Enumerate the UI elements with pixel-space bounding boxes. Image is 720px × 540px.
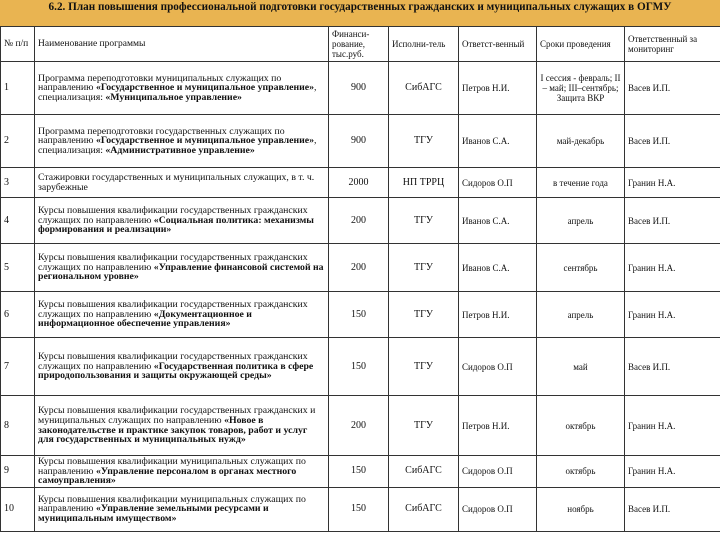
program-direction: «Документационное и информационное обеспечение управления» [38, 308, 252, 330]
table-row [1, 62, 720, 115]
executor-cell: ТГУ [389, 396, 459, 456]
table-header-row [1, 27, 720, 62]
program-name [35, 487, 329, 531]
responsible-cell: Петров Н.И. [459, 62, 537, 115]
monitor-cell: Гранин Н.А. [625, 456, 720, 488]
finance-cell: 150 [329, 292, 389, 338]
header-responsible: Ответст-венный [459, 27, 537, 62]
program-direction: «Социальная политика: механизмы формирования и реализации» [38, 214, 314, 236]
program-intro: Стажировки государственных и муниципальных служащих, в т. ч. зарубежные [38, 171, 315, 193]
finance-cell: 150 [329, 456, 389, 488]
finance-cell: 150 [329, 338, 389, 396]
program-direction: «Новое в законодательстве и практике закупок товаров, работ и услуг для государственных и муниципальных нужд» [38, 414, 308, 446]
finance-cell: 200 [329, 198, 389, 244]
responsible-cell: Сидоров О.П [459, 338, 537, 396]
row-num: 2 [1, 115, 35, 168]
responsible-cell: Сидоров О.П [459, 456, 537, 488]
program-name [35, 396, 329, 456]
finance-cell: 900 [329, 62, 389, 115]
finance-cell: 200 [329, 244, 389, 292]
program-direction: «Управление персоналом в органах местного самоуправления» [38, 465, 297, 487]
finance-cell: 200 [329, 396, 389, 456]
header-dates: Сроки проведения [537, 27, 625, 62]
monitor-cell: Гранин Н.А. [625, 244, 720, 292]
table-row [1, 198, 720, 244]
program-intro: Курсы повышения квалификации государственных гражданских служащих по направлению [38, 252, 308, 273]
table-row [1, 338, 720, 396]
table-row [1, 487, 720, 531]
program-mid: , специализация: [38, 82, 317, 103]
monitor-cell: Васев И.П. [625, 62, 720, 115]
responsible-cell: Иванов С.А. [459, 198, 537, 244]
program-direction: «Управление финансовой системой на региональном уровне» [38, 261, 324, 283]
program-direction: «Государственная политика в сфере природопользования и защиты окружающей среды» [38, 360, 314, 382]
dates-cell: апрель [537, 292, 625, 338]
program-intro: Курсы повышения квалификации муниципальных служащих по направлению [38, 456, 306, 477]
executor-cell: СибАГС [389, 487, 459, 531]
responsible-cell: Иванов С.А. [459, 244, 537, 292]
program-name [35, 244, 329, 292]
row-num: 10 [1, 487, 35, 531]
executor-cell: НП ТРРЦ [389, 168, 459, 198]
executor-cell: ТГУ [389, 115, 459, 168]
row-num: 4 [1, 198, 35, 244]
table-row [1, 396, 720, 456]
executor-cell: ТГУ [389, 244, 459, 292]
dates-cell: май-декабрь [537, 115, 625, 168]
header-finance: Финанси-рование, тыс.руб. [329, 27, 389, 62]
finance-cell: 900 [329, 115, 389, 168]
monitor-cell: Гранин Н.А. [625, 396, 720, 456]
program-intro: Программа переподготовки муниципальных служащих по направлению [38, 72, 282, 94]
table-row [1, 168, 720, 198]
program-name [35, 338, 329, 396]
monitor-cell: Васев И.П. [625, 198, 720, 244]
program-intro: Курсы повышения квалификации государственных гражданских и муниципальных служащих по направлению [38, 405, 316, 426]
finance-cell: 2000 [329, 168, 389, 198]
program-name [35, 198, 329, 244]
training-plan-table [0, 26, 720, 532]
monitor-cell: Гранин Н.А. [625, 168, 720, 198]
dates-cell: апрель [537, 198, 625, 244]
program-intro: Программа переподготовки государственных служащих по направлению [38, 125, 285, 147]
monitor-cell: Гранин Н.А. [625, 292, 720, 338]
program-name [35, 292, 329, 338]
row-num: 7 [1, 338, 35, 396]
program-name [35, 115, 329, 168]
program-specialization: «Муниципальное управление» [105, 91, 242, 103]
responsible-cell: Сидоров О.П [459, 168, 537, 198]
program-direction: «Управление земельными ресурсами и муниципальным имуществом» [38, 503, 269, 525]
program-intro: Курсы повышения квалификации государственных гражданских служащих по направлению [38, 299, 308, 320]
dates-cell: май [537, 338, 625, 396]
row-num: 3 [1, 168, 35, 198]
responsible-cell: Петров Н.И. [459, 396, 537, 456]
responsible-cell: Сидоров О.П [459, 487, 537, 531]
program-direction: «Государственное и муниципальное управление» [95, 82, 315, 94]
header-name: Наименование программы [35, 27, 329, 62]
table-row [1, 244, 720, 292]
executor-cell: ТГУ [389, 338, 459, 396]
row-num: 8 [1, 396, 35, 456]
dates-cell: октябрь [537, 456, 625, 488]
responsible-cell: Петров Н.И. [459, 292, 537, 338]
row-num: 5 [1, 244, 35, 292]
executor-cell: ТГУ [389, 292, 459, 338]
executor-cell: ТГУ [389, 198, 459, 244]
dates-cell: ноябрь [537, 487, 625, 531]
program-mid: , специализация: [38, 135, 317, 156]
program-intro: Курсы повышения квалификации государственных гражданских служащих по направлению [38, 205, 308, 226]
monitor-cell: Васев И.П. [625, 115, 720, 168]
program-intro: Курсы повышения квалификации государственных гражданских служащих по направлению [38, 351, 308, 372]
row-num: 9 [1, 456, 35, 488]
program-name [35, 168, 329, 198]
table-row [1, 115, 720, 168]
program-intro: Курсы повышения квалификации муниципальных служащих по направлению [38, 493, 306, 515]
program-direction: «Государственное и муниципальное управление» [95, 135, 315, 147]
program-name [35, 456, 329, 488]
program-specialization: «Административное управление» [105, 144, 255, 156]
executor-cell: СибАГС [389, 62, 459, 115]
monitor-cell: Васев И.П. [625, 487, 720, 531]
row-num: 6 [1, 292, 35, 338]
header-executor: Исполни-тель [389, 27, 459, 62]
finance-cell: 150 [329, 487, 389, 531]
dates-cell: в течение года [537, 168, 625, 198]
dates-cell: сентябрь [537, 244, 625, 292]
dates-cell: I сессия - февраль; II – май; III–сентябрь; Защита ВКР [537, 62, 625, 115]
table-row [1, 456, 720, 488]
program-name [35, 62, 329, 115]
executor-cell: СибАГС [389, 456, 459, 488]
monitor-cell: Васев И.П. [625, 338, 720, 396]
row-num: 1 [1, 62, 35, 115]
responsible-cell: Иванов С.А. [459, 115, 537, 168]
page-title: 6.2. План повышения профессиональной подготовки государственных гражданских и муниципальных служащих в ОГМУ [0, 0, 720, 26]
table-row [1, 292, 720, 338]
dates-cell: октябрь [537, 396, 625, 456]
header-monitor: Ответственный за мониторинг [625, 27, 720, 62]
header-num: № п/п [1, 27, 35, 62]
